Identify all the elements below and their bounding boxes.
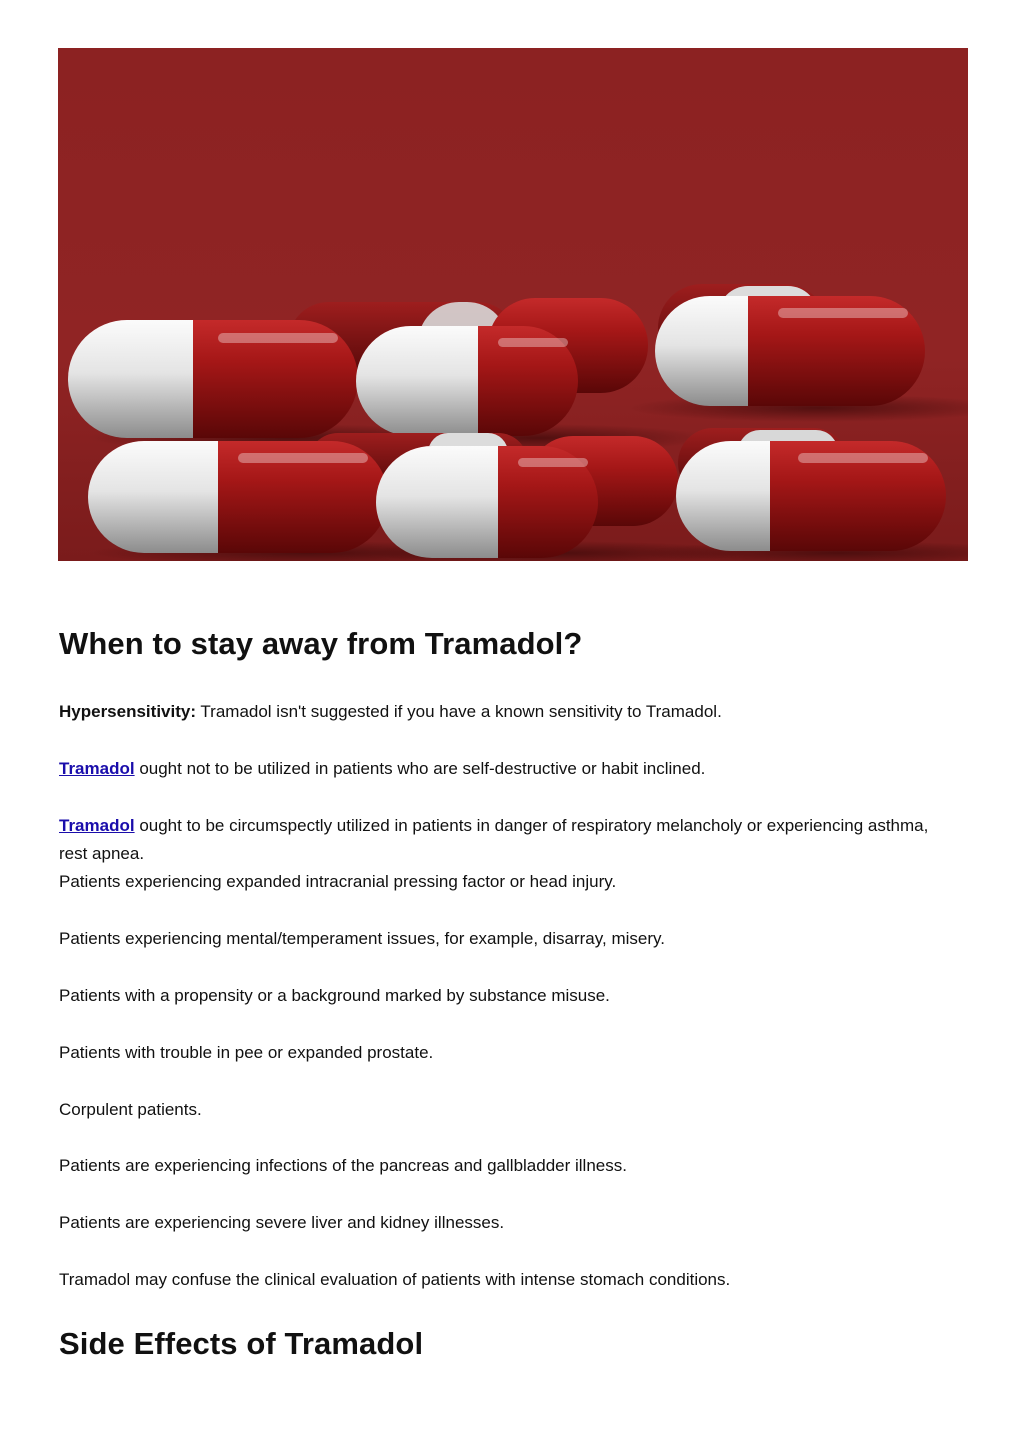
paragraph-stomach-conditions: Tramadol may confuse the clinical evaluation of patients with intense stomach conditions. (59, 1270, 731, 1289)
hypersensitivity-text: Tramadol isn't suggested if you have a known sensitivity to Tramadol. (196, 702, 722, 721)
self-destructive-text: ought not to be utilized in patients who are self-destructive or habit inclined. (134, 759, 706, 778)
paragraph-prostate: Patients with trouble in pee or expanded prostate. (59, 1043, 434, 1062)
tramadol-link[interactable]: Tramadol (59, 759, 135, 778)
hypersensitivity-label: Hypersensitivity: (59, 702, 196, 721)
paragraph-liver-kidney: Patients are experiencing severe liver and kidney illnesses. (59, 1213, 505, 1232)
tramadol-link[interactable]: Tramadol (59, 816, 135, 835)
capsules-illustration (58, 48, 968, 561)
section-heading-when-to-avoid: When to stay away from Tramadol? (59, 626, 583, 661)
paragraph-respiratory (59, 812, 929, 896)
paragraph-substance-misuse: Patients with a propensity or a background marked by substance misuse. (59, 986, 610, 1005)
paragraph-hypersensitivity (59, 698, 929, 726)
paragraph-corpulent: Corpulent patients. (59, 1100, 202, 1119)
paragraph-mental-issues: Patients experiencing mental/temperament issues, for example, disarray, misery. (59, 929, 665, 948)
respiratory-text: ought to be circumspectly utilized in patients in danger of respiratory melancholy or experiencing asthma, rest apnea. (59, 816, 929, 863)
hero-image (58, 48, 968, 561)
paragraph-self-destructive (59, 755, 929, 783)
paragraph-pancreas: Patients are experiencing infections of the pancreas and gallbladder illness. (59, 1156, 627, 1175)
intracranial-text: Patients experiencing expanded intracranial pressing factor or head injury. (59, 872, 617, 891)
section-heading-side-effects: Side Effects of Tramadol (59, 1326, 424, 1361)
